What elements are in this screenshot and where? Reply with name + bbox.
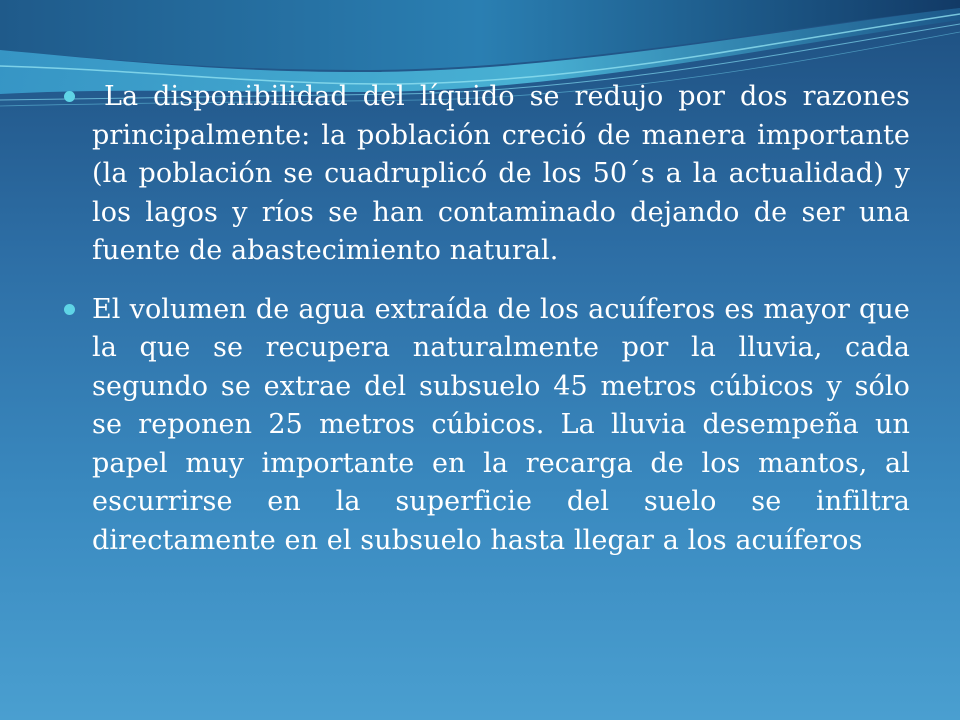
slide-content	[64, 78, 910, 580]
bullet-dot-icon	[64, 91, 75, 102]
bullet-item	[64, 78, 910, 271]
bullet-list	[64, 78, 910, 560]
bullet-item	[64, 291, 910, 561]
bullet-text: La disponibilidad del líquido se redujo por dos razones principalmente: la población creció de manera importante (la población se cuadruplicó de los 50´s a la actualidad) y los lagos y ríos se han contaminado dejando de ser una fuente de abastecimiento natural.	[92, 81, 910, 266]
bullet-dot-icon	[64, 304, 75, 315]
bullet-text: El volumen de agua extraída de los acuíferos es mayor que la que se recupera naturalmente por la lluvia, cada segundo se extrae del subsuelo 45 metros cúbicos y sólo se reponen 25 metros cúbicos. La lluvia desempeña un papel muy importante en la recarga de los mantos, al escurrirse en la superficie del suelo se infiltra directamente en el subsuelo hasta llegar a los acuíferos	[92, 293, 910, 556]
